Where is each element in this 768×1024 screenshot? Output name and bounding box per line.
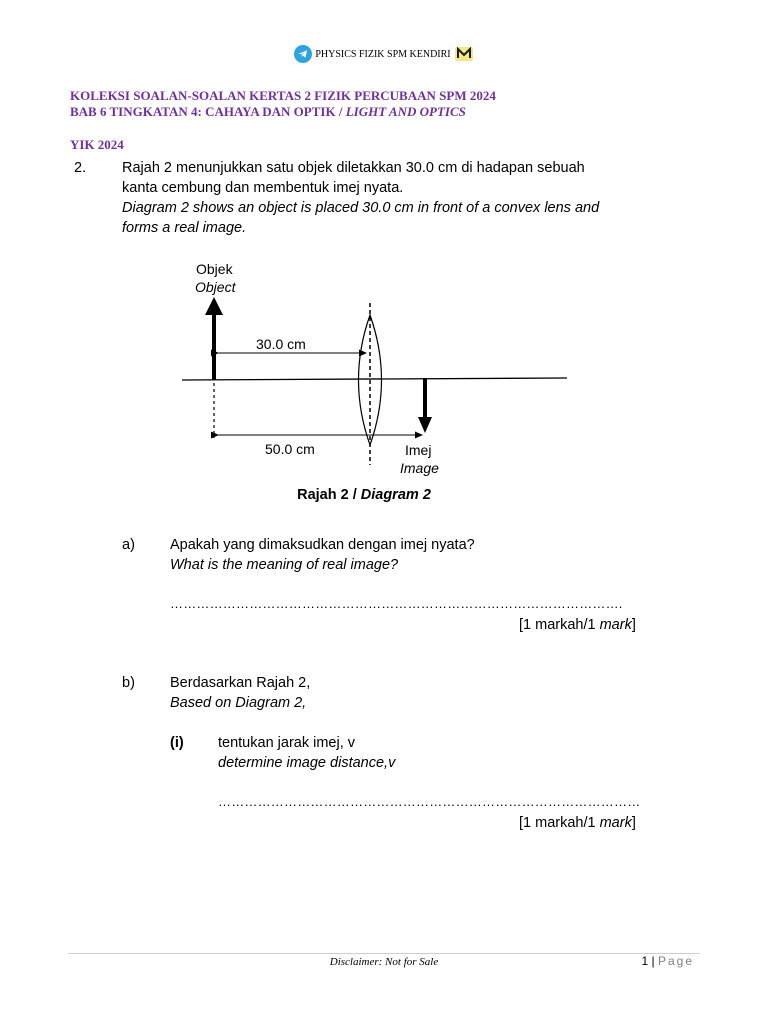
- object-label-malay: Objek: [196, 261, 233, 277]
- answer-line-a[interactable]: ………………………………………………………………………………………….: [170, 596, 623, 611]
- principal-axis: [182, 378, 567, 380]
- m-logo-icon: [454, 44, 474, 64]
- source-label: YIK 2024: [70, 137, 124, 152]
- footer-disclaimer: Disclaimer: Not for Sale: [329, 956, 439, 968]
- image-arrow: [418, 378, 432, 433]
- page-indicator: 1 | Page: [641, 954, 694, 968]
- answer-line-b-i[interactable]: ……………………………………………………………………………………: [218, 794, 641, 809]
- object-label-english: Object: [195, 279, 236, 295]
- part-b-i-question: tentukan jarak imej, v determine image distance,v: [218, 735, 396, 771]
- part-b-label: b): [122, 675, 135, 691]
- question-text: Rajah 2 menunjukkan satu objek diletakkan 30.0 cm di hadapan sebuah kanta cembung dan membentuk imej nyata. Diagram 2 shows an object is placed 30.0 cm in front of a convex lens and forms a real image.: [122, 160, 600, 236]
- question-number: 2.: [74, 160, 87, 176]
- part-a-label: a): [122, 537, 135, 553]
- telegram-icon: [294, 45, 312, 63]
- channel-name: PHYSICS FIZIK SPM KENDIRI: [315, 48, 451, 60]
- page-number: 1: [641, 954, 649, 968]
- distance-label-30: 30.0 cm: [256, 336, 306, 352]
- page-header: [0, 42, 768, 66]
- marks-b-i: [1 markah/1 mark]: [519, 815, 636, 831]
- diagram-caption: Rajah 2 / Diagram 2: [297, 487, 431, 503]
- image-label-english: Image: [400, 460, 439, 476]
- chapter-title: BAB 6 TINGKATAN 4: CAHAYA DAN OPTIK / LIGHT AND OPTICS: [70, 104, 466, 119]
- part-a-question: Apakah yang dimaksudkan dengan imej nyata? What is the meaning of real image?: [170, 537, 475, 573]
- part-b-i-label: (i): [170, 735, 184, 751]
- distance-label-50: 50.0 cm: [265, 441, 315, 457]
- collection-title: KOLEKSI SOALAN-SOALAN KERTAS 2 FIZIK PERCUBAAN SPM 2024: [70, 88, 496, 103]
- image-label-malay: Imej: [405, 442, 432, 458]
- object-arrow: [205, 297, 223, 380]
- footer-divider: [68, 953, 700, 954]
- part-b-question: Berdasarkan Rajah 2, Based on Diagram 2,: [170, 675, 311, 711]
- marks-a: [1 markah/1 mark]: [519, 617, 636, 633]
